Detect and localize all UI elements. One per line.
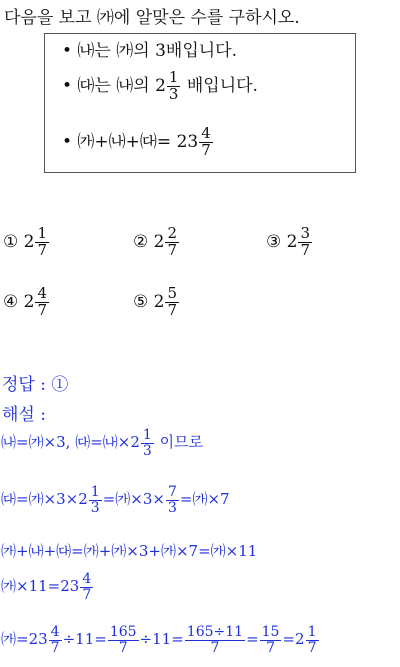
- fraction: [298, 226, 312, 259]
- numerator: 165: [109, 624, 137, 640]
- numerator: 4: [50, 624, 60, 640]
- condition-line-3: [62, 126, 214, 159]
- numerator: 1: [307, 624, 317, 640]
- solution-text: =㈎×3×: [102, 490, 165, 509]
- denominator: 7: [167, 240, 178, 259]
- denominator: 3: [90, 499, 100, 516]
- condition-line-2-text: • ㈐는 ㈏의 2: [62, 75, 166, 96]
- question-text: 다음을 보고 ㈎에 알맞은 수를 구하시오.: [4, 8, 300, 28]
- solution-text: =㈎×7: [179, 490, 230, 509]
- choice-marker: ①: [3, 231, 19, 252]
- choice-marker: ②: [133, 231, 149, 252]
- denominator: 7: [201, 140, 211, 159]
- denominator: 7: [82, 586, 92, 603]
- solution-text: 이므로: [159, 433, 204, 452]
- choice-whole: 2: [153, 291, 165, 312]
- solution-text: =: [246, 630, 259, 649]
- choice-marker: ④: [3, 291, 19, 312]
- choice-4[interactable]: [3, 286, 50, 319]
- answer-label: 정답 : ①: [2, 375, 69, 395]
- fraction: [49, 625, 62, 655]
- denominator: 7: [300, 240, 311, 259]
- condition-line-2-suffix: 배입니다.: [186, 75, 258, 96]
- fraction: [141, 428, 154, 458]
- fraction: [35, 226, 49, 259]
- fraction: [199, 126, 213, 159]
- solution-line-4: [1, 572, 94, 602]
- denominator: 3: [168, 84, 179, 103]
- denominator: 7: [37, 240, 48, 259]
- fraction: [167, 70, 181, 103]
- numerator: 7: [167, 484, 177, 500]
- numerator: 4: [37, 284, 48, 302]
- solution-text: ㈏=㈎×3, ㈐=㈏×2: [1, 433, 140, 452]
- choice-1[interactable]: [3, 226, 50, 259]
- choice-whole: 2: [153, 231, 165, 252]
- choice-marker: ③: [266, 231, 282, 252]
- numerator: 4: [82, 571, 92, 587]
- denominator: 7: [307, 639, 317, 656]
- denominator: 7: [118, 639, 128, 656]
- fraction: [185, 625, 245, 655]
- choice-whole: 2: [23, 231, 35, 252]
- fraction: [89, 485, 102, 515]
- fraction: [80, 572, 93, 602]
- solution-text: ÷11=: [62, 630, 107, 649]
- fraction: [108, 625, 139, 655]
- solution-text: ÷11=: [139, 630, 184, 649]
- condition-line-1: • ㈏는 ㈎의 3배입니다.: [62, 41, 237, 61]
- denominator: 3: [167, 499, 177, 516]
- numerator: 165÷11: [186, 624, 244, 640]
- solution-text: =2: [282, 630, 305, 649]
- condition-line-2: [62, 70, 258, 103]
- numerator: 4: [201, 124, 211, 142]
- denominator: 7: [167, 300, 178, 319]
- denominator: 7: [210, 639, 220, 656]
- condition-line-3-text: • ㈎+㈏+㈐= 23: [62, 131, 199, 152]
- numerator: 2: [167, 224, 178, 242]
- fraction: [260, 625, 282, 655]
- fraction: [165, 286, 179, 319]
- numerator: 15: [261, 624, 280, 640]
- solution-text: ㈎=23: [1, 630, 48, 649]
- solution-line-5: [1, 625, 320, 655]
- fraction: [165, 226, 179, 259]
- solution-text: ㈐=㈎×3×2: [1, 490, 88, 509]
- numerator: 3: [300, 224, 311, 242]
- numerator: 5: [167, 284, 178, 302]
- numerator: 1: [142, 427, 152, 443]
- solution-line-2: [1, 485, 230, 515]
- solution-line-3: ㈎+㈏+㈐=㈎+㈎×3+㈎×7=㈎×11: [1, 542, 258, 560]
- fraction: [306, 625, 319, 655]
- explanation-label: 해설 :: [2, 405, 46, 425]
- denominator: 7: [266, 639, 276, 656]
- solution-line-1: [1, 428, 203, 458]
- choice-5[interactable]: [133, 286, 180, 319]
- choice-marker: ⑤: [133, 291, 149, 312]
- numerator: 1: [168, 68, 179, 86]
- denominator: 7: [37, 300, 48, 319]
- fraction: [35, 286, 49, 319]
- denominator: 3: [142, 442, 152, 459]
- fraction: [166, 485, 179, 515]
- choice-whole: 2: [23, 291, 35, 312]
- denominator: 7: [50, 639, 60, 656]
- choice-2[interactable]: [133, 226, 180, 259]
- choice-whole: 2: [286, 231, 298, 252]
- numerator: 1: [37, 224, 48, 242]
- solution-text: ㈎×11=23: [1, 577, 80, 596]
- numerator: 1: [90, 484, 100, 500]
- choice-3[interactable]: [266, 226, 313, 259]
